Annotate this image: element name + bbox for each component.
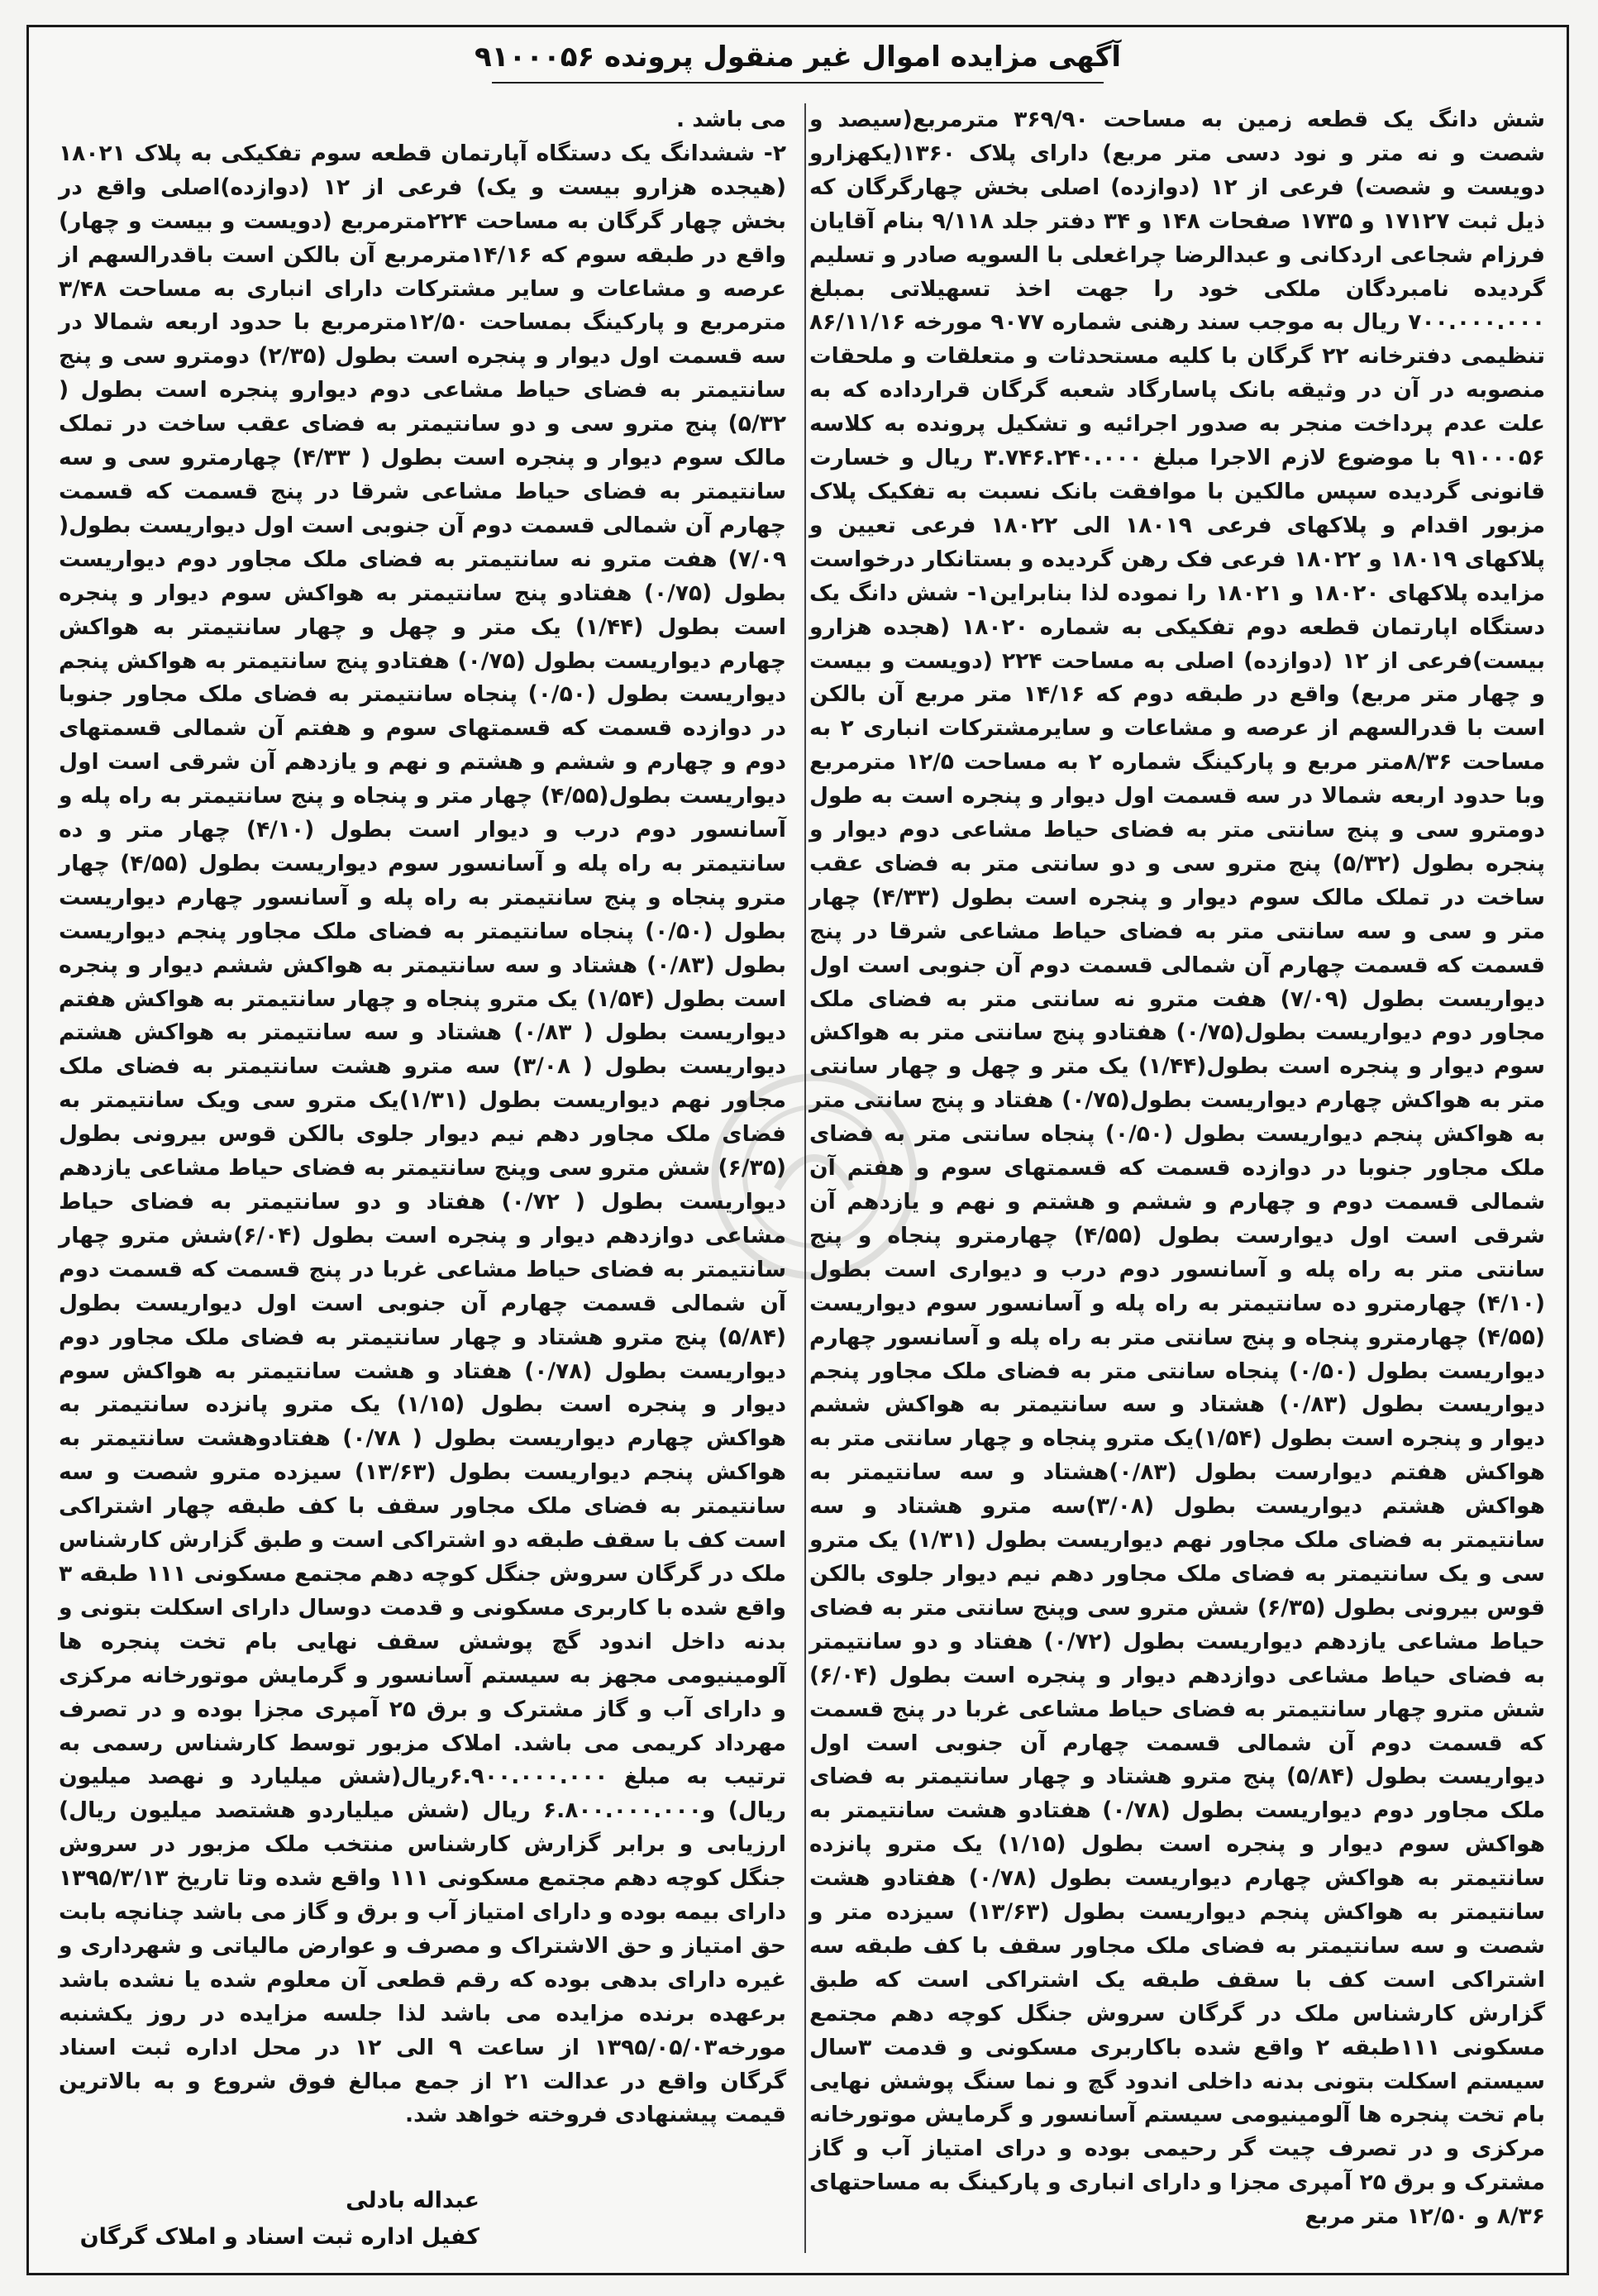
left-column (59, 103, 786, 2132)
notice-title: آگهی مزایده اموال غیر منقول پرونده ۹۱۰۰۰۵۶ (474, 41, 1122, 74)
title-underline (492, 82, 1104, 84)
left-column-intro: می باشد . (675, 107, 786, 132)
left-column-text: ۲- ششدانگ یک دستگاه آپارتمان قطعه سوم تفکیکی به پلاک ۱۸۰۲۱ (هیجده هزارو بیست و یک) فرعی از ۱۲ (دوازده)اصلی واقع در بخش چهار گرگان به مساحت ۲۲۴مترمربع (دویست و بیست و چهار) واقع در طبقه سوم که ۱۴/۱۶مترمربع آن بالکن است باقدرالسهم از عرصه و مشاعات و سایر مشترکات دارای انباری به مساحت ۳/۴۸ مترمربع و پارکینگ بمساحت ۱۲/۵۰مترمربع با حدود اربعه شمالا در سه قسمت اول دیوار و پنجره است بطول (۲/۳۵) دومترو سی و پنج سانتیمتر به فضای حیاط مشاعی دوم دیوارو پنجره است بطول ( ۵/۳۲) پنج مترو سی و دو سانتیمتر به فضای عقب ساخت در تملک مالک سوم دیوار و پنجره است بطول ( ۴/۳۳) چهارمترو سی و سه سانتیمتر به فضای حیاط مشاعی شرقا در پنج قسمت که قسمت چهارم آن شمالی قسمت دوم آن جنوبی است اول دیواریست بطول( ۷/۰۹) هفت مترو نه سانتیمتر به فضای ملک مجاور دوم دیواریست بطول (۰/۷۵) هفتادو پنج سانتیمتر به هواکش سوم دیوار و پنجره است بطول (۱/۴۴) یک متر و چهل و چهار سانتیمتر به هواکش چهارم دیواریست بطول (۰/۷۵) هفتادو پنج سانتیمتر به هواکش پنجم دیواریست بطول (۰/۵۰) پنجاه سانتیمتر به فضای ملک مجاور جنوبا در دوازده قسمت که قسمتهای سوم و هفتم آن شمالی قسمتهای دوم و چهارم و ششم و هشتم و نهم و یازدهم آن شرقی است اول دیواریست بطول(۴/۵۵) چهار متر و پنجاه و پنج سانتیمتر به راه پله و آسانسور دوم درب و دیوار است بطول (۴/۱۰) چهار متر و ده سانتیمتر به راه پله و آسانسور سوم دیواریست بطول (۴/۵۵) چهار مترو پنجاه و پنج سانتیمتر به راه پله و آسانسور چهارم دیواریست بطول (۰/۵۰) پنجاه سانتیمتر به فضای ملک مجاور پنجم دیواریست بطول (۰/۸۳) هشتاد و سه سانتیمتر به هواکش ششم دیوار و پنجره است بطول (۱/۵۴) یک مترو پنجاه و چهار سانتیمتر به هواکش هفتم دیواریست بطول ( ۰/۸۳) هشتاد و سه سانتیمتر به هواکش هشتم دیواریست بطول ( ۳/۰۸) سه مترو هشت سانتیمتر به فضای ملک مجاور نهم دیواریست بطول (۱/۳۱)یک مترو سی ویک سانتیمتر به فضای ملک مجاور دهم نیم دیوار جلوی بالکن قوس بیرونی بطول (۶/۳۵) شش مترو سی وپنج سانتیمتر به فضای حیاط مشاعی یازدهم دیواریست بطول ( ۰/۷۲) هفتاد و دو سانتیمتر به فضای حیاط مشاعی دوازدهم دیوار و پنجره است بطول (۶/۰۴)شش مترو چهار سانتیمتر به فضای حیاط مشاعی غربا در پنج قسمت که قسمت دوم آن شمالی قسمت چهارم آن جنوبی است اول دیواریست بطول (۵/۸۴) پنج مترو هشتاد و چهار سانتیمتر به فضای ملک مجاور دوم دیواریست بطول (۰/۷۸) هفتاد و هشت سانتیمتر به هواکش سوم دیوار و پنجره است بطول (۱/۱۵) یک مترو پانزده سانتیمتر به هواکش چهارم دیواریست بطول ( ۰/۷۸) هفتادوهشت سانتیمتر به هواکش پنجم دیواریست بطول (۱۳/۶۳) سیزده مترو شصت و سه سانتیمتر به فضای ملک مجاور سقف با کف طبقه چهار اشتراکی است کف با سقف طبقه دو اشتراکی است و طبق گزارش کارشناس ملک در گرگان سروش جنگل کوچه دهم مجتمع مسکونی ۱۱۱ طبقه ۳ واقع شده با کاربری مسکونی و قدمت دوسال دارای اسکلت بتونی و بدنه داخل اندود گچ پوشش سقف نهایی بام تخت پنجره ها آلومینیومی مجهز به سیستم آسانسور و گرمایش موتورخانه مرکزی و دارای آب و گاز مشترک و برق ۲۵ آمپری مجزا بوده و در تصرف مهرداد کریمی می باشد. املاک مزبور توسط کارشناس رسمی به ترتیب به مبلغ ۶.۹۰۰.۰۰۰.۰۰۰ریال(شش میلیارد و نهصد میلیون ریال) و۶.۸۰۰.۰۰۰.۰۰۰ ریال (شش میلیاردو هشتصد میلیون ریال) ارزیابی و برابر گزارش کارشناس منتخب ملک مزبور در سروش جنگل کوچه دهم مجتمع مسکونی ۱۱۱ واقع شده وتا تاریخ ۱۳۹۵/۳/۱۳ دارای بیمه بوده و دارای امتیاز آب و برق و گاز می باشد چنانچه بابت حق امتیاز و حق الاشتراک و مصرف و عوارض مالیاتی و شهرداری و غیره دارای بدهی بوده که رقم قطعی آن معلوم شده یا نشده باشد برعهده برنده مزایده می باشد لذا جلسه مزایده در روز یکشنبه مورخه۱۳۹۵/۰۵/۰۳ از ساعت ۹ الی ۱۲ در محل اداره ثبت اسناد گرگان واقع در عدالت ۲۱ از جمع مبالغ فوق شروع و به بالاترین قیمت پیشنهادی فروخته خواهد شد. (59, 140, 787, 2128)
right-column-text: شش دانگ یک قطعه زمین به مساحت ۳۶۹/۹۰ مترمربع(سیصد و شصت و نه متر و نود دسی متر مربع) دارای پلاک ۱۳۶۰(یکهزارو دویست و شصت) فرعی از ۱۲ (دوازده) اصلی بخش چهارگرگان که ذیل ثبت ۱۷۱۲۷ و ۱۷۳۵ صفحات ۱۴۸ و ۳۴ دفتر جلد ۹/۱۱۸ بنام آقایان فرزام شجاعی اردکانی و عبدالرضا چراغعلی با السویه صادر و تسلیم گردیده نامبردگان ملکی خود را جهت اخذ تسهیلاتی بمبلغ ۷۰۰.۰۰۰.۰۰۰ ریال به موجب سند رهنی شماره ۹۰۷۷ مورخه ۸۶/۱۱/۱۶ تنظیمی دفترخانه ۲۲ گرگان با کلیه مستحدثات و متعلقات و ملحقات منصوبه در آن در وثیقه بانک پاسارگاد شعبه گرگان قرارداده که به علت عدم پرداخت منجر به صدور اجرائیه و تشکیل پرونده به کلاسه ۹۱۰۰۰۵۶ با موضوع لازم الاجرا مبلغ ۳.۷۴۶.۲۴۰.۰۰۰ ریال و خسارت قانونی گردیده سپس مالکین با موافقت بانک نسبت به تفکیک پلاک مزبور اقدام و پلاکهای فرعی ۱۸۰۱۹ الی ۱۸۰۲۲ فرعی تعیین و پلاکهای ۱۸۰۱۹ و ۱۸۰۲۲ فرعی فک رهن گردیده و بستانکار درخواست مزایده پلاکهای ۱۸۰۲۰ و ۱۸۰۲۱ را نموده لذا بنابراین۱- شش دانگ یک دستگاه اپارتمان قطعه دوم تفکیکی به شماره ۱۸۰۲۰ (هجده هزارو بیست)فرعی از ۱۲ (دوازده) اصلی به مساحت ۲۲۴ (دویست و بیست و چهار متر مربع) واقع در طبقه دوم که ۱۴/۱۶ متر مربع آن بالکن است با قدرالسهم از عرصه و مشاعات و سایرمشترکات انباری ۲ به مساحت ۸/۳۶متر مربع و پارکینگ شماره ۲ به مساحت ۱۲/۵ مترمربع وبا حدود اربعه شمالا در سه قسمت اول دیوار و پنجره است به طول دومترو سی و پنج سانتی متر به فضای حیاط مشاعی دوم دیوار و پنجره بطول (۵/۳۲) پنج مترو سی و دو سانتی متر به فضای عقب ساخت در تملک مالک سوم دیوار و پنجره است بطول (۴/۳۳) چهار متر و سی و سه سانتی متر به فضای حیاط مشاعی شرقا در پنج قسمت که قسمت چهارم آن شمالی قسمت دوم آن جنوبی است اول دیواریست بطول (۷/۰۹) هفت مترو نه سانتی متر به فضای ملک مجاور دوم دیواریست بطول(۰/۷۵) هفتادو پنج سانتی متر به هواکش سوم دیوار و پنجره است بطول(۱/۴۴) یک متر و چهل و چهار سانتی متر به هواکش چهارم دیواریست بطول(۰/۷۵) هفتاد و پنج سانتی متر به هواکش پنجم دیواریست بطول (۰/۵۰) پنجاه سانتی متر به فضای ملک مجاور جنوبا در دوازده قسمت که قسمتهای سوم و هفتم آن شمالی قسمت دوم و چهارم و ششم و هشتم و نهم و یازدهم آن شرقی است اول دیوارست بطول (۴/۵۵) چهارمترو پنجاه و پنج سانتی متر به راه پله و آسانسور دوم درب و دیواری است بطول (۴/۱۰) چهارمترو ده سانتیمتر به راه پله و آسانسور سوم دیواریست (۴/۵۵) چهارمترو پنجاه و پنج سانتی متر به راه پله و آسانسور چهارم دیواریست بطول (۰/۵۰) پنجاه سانتی متر به فضای ملک مجاور پنجم دیواریست بطول (۰/۸۳) هشتاد و سه سانتیمتر به هواکش ششم دیوار و پنجره است بطول (۱/۵۴)یک مترو پنجاه و چهار سانتی متر به هواکش هفتم دیوارست بطول (۰/۸۳)هشتاد و سه سانتیمتر به هواکش هشتم دیواریست بطول (۳/۰۸)سه مترو هشتاد و سه سانتیمتر به فضای ملک مجاور نهم دیواریست بطول (۱/۳۱) یک مترو سی و یک سانتیمتر به فضای ملک مجاور دهم نیم دیوار جلوی بالکن قوس بیرونی بطول (۶/۳۵) شش مترو سی وپنج سانتی متر به فضای حیاط مشاعی یازدهم دیواریست بطول (۰/۷۲) هفتاد و دو سانتیمتر به فضای حیاط مشاعی دوازدهم دیوار و پنجره است بطول (۶/۰۴) شش مترو چهار سانتیمتر به فضای حیاط مشاعی غربا در پنج قسمت که قسمت دوم آن شمالی قسمت چهارم آن جنوبی است اول دیواریست بطول (۵/۸۴) پنج مترو هشتاد و چهار سانتیمتر به فضای ملک مجاور دوم دیواریست بطول (۰/۷۸) هفتادو هشت سانتیمتر به هواکش سوم دیوار و پنجره است بطول (۱/۱۵) یک مترو پانزده سانتیمتر به هواکش چهارم دیواریست بطول (۰/۷۸) هفتادو هشت سانتیمتر به هواکش پنجم دیواریست بطول (۱۳/۶۳) سیزده متر و شصت و سه سانتیمتر به فضای ملک مجاور سقف با کف طبقه سه اشتراکی است کف با سقف طبقه یک اشتراکی است که طبق گزارش کارشناس ملک در گرگان سروش جنگل کوچه دهم مجتمع مسکونی ۱۱۱طبقه ۲ واقع شده باکاربری مسکونی و قدمت ۳سال سیستم اسکلت بتونی بدنه داخلی اندود گچ و نما سنگ پوشش نهایی بام تخت پنجره ها آلومینیومی سیستم آسانسور و گرمایش موتورخانه مرکزی و در تصرف چیت گر رحیمی بوده و درای امتیاز آب و گاز مشترک و برق ۲۵ آمپری مجزا و دارای انباری و پارکینگ به مساحتهای ۸/۳۶ و ۱۲/۵۰ متر مربع (809, 107, 1546, 2230)
signatory-role: کفیل اداره ثبت اسناد و املاک گرگان (79, 2224, 479, 2250)
signature-block (50, 2183, 479, 2255)
signatory-name: عبداله بادلی (346, 2188, 479, 2213)
notice-frame (26, 25, 1569, 2275)
watermark-seal-icon (690, 1053, 938, 1301)
